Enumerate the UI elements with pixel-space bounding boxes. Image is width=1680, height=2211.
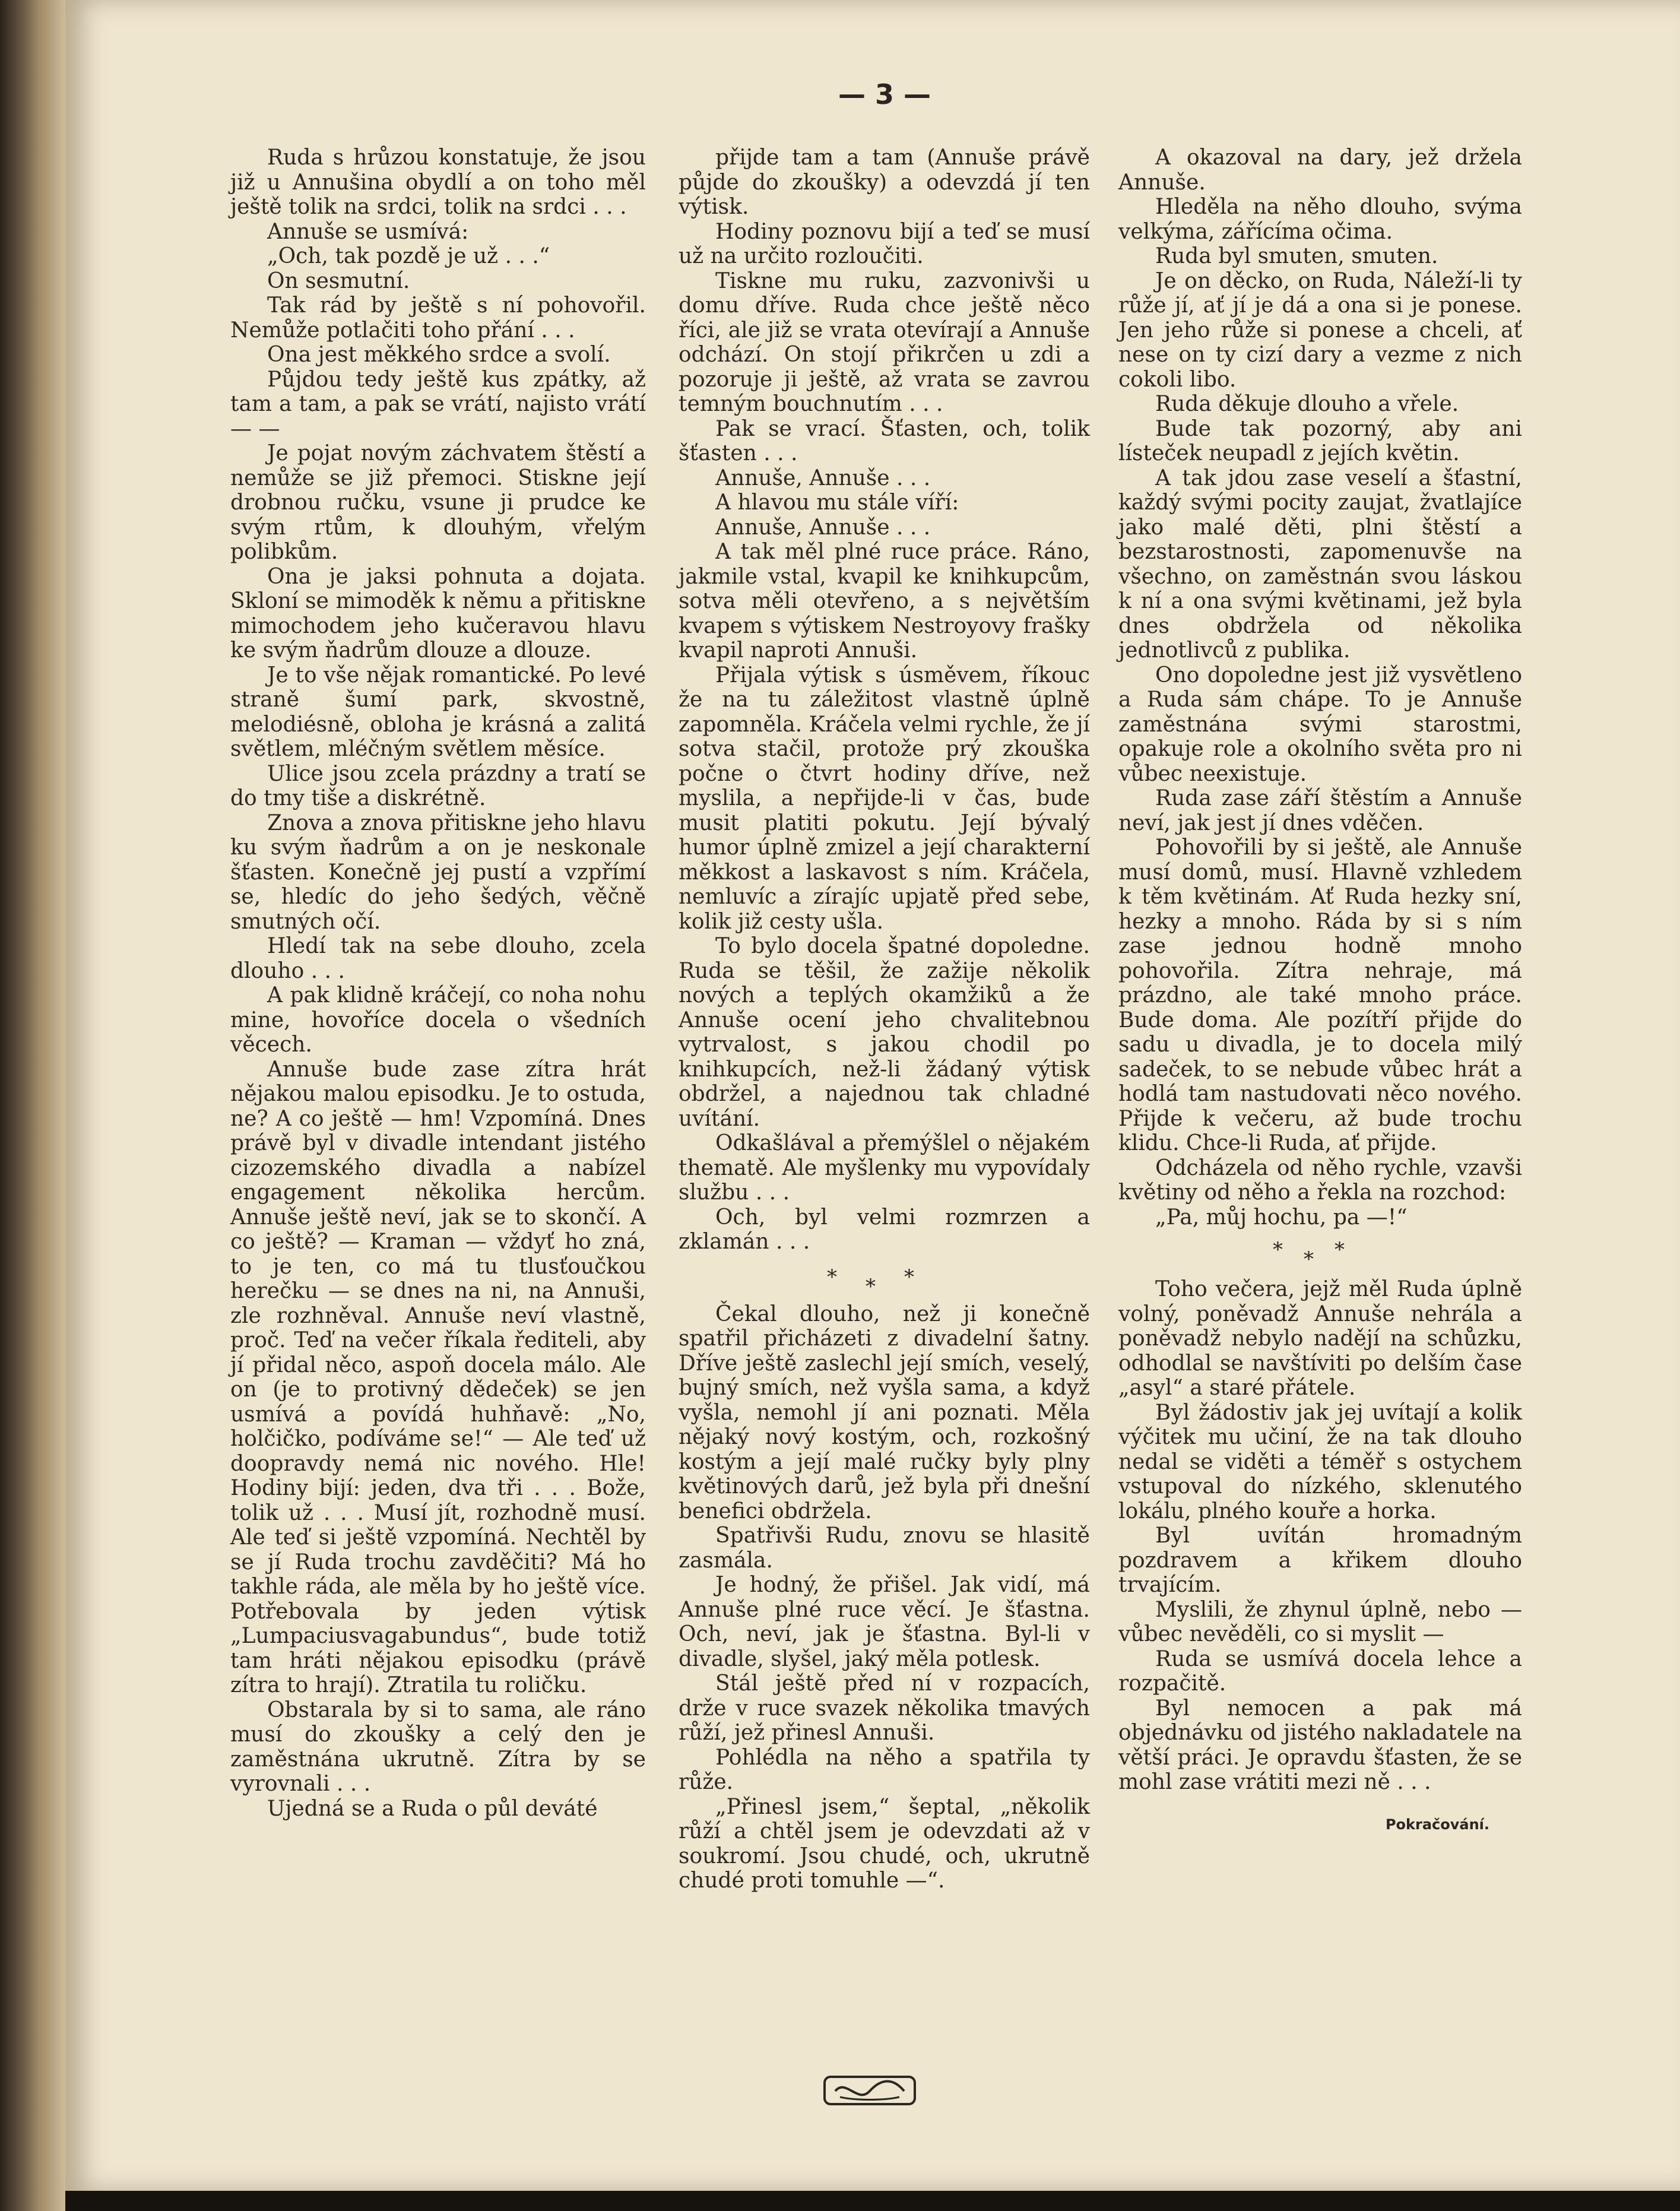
paragraph: Tiskne mu ruku, zazvonivši u domu dříve. Ruda chce ještě něco říci, ale již se vrata otevírají a Annuše odchází. On stojí přikrčen u zdi a pozoruje ji ještě, až vrata se zavrou temným bouchnutím . . . (679, 268, 1090, 416)
paragraph: A tak měl plné ruce práce. Ráno, jakmile vstal, kvapil ke knihkupcům, sotva měli otevřeno, a s největším kvapem s výtiskem Nestroyovy frašky kvapil naproti Annuši. (679, 540, 1090, 663)
paragraph: Ruda se usmívá docela lehce a rozpačitě. (1118, 1646, 1522, 1696)
section-separator (679, 1255, 1090, 1302)
paragraph: „Přinesl jsem,“ šeptal, „několik růží a chtěl jsem je odevzdati až v soukromí. Jsou chudé, och, ukrutně chudé proti tomuhle —“. (679, 1794, 1090, 1893)
paragraph: Hledí tak na sebe dlouho, zcela dlouho . . . (230, 934, 646, 983)
paragraph: Přijala výtisk s úsměvem, říkouc že na tu záležitost vlastně úplně zapomněla. Kráčela velmi rychle, že jí sotva stačil, protože prý zkouška počne o čtvrt hodiny dříve, než myslila, a nepřijde-li v čas, bude musit platiti pokutu. Její bývalý humor úplně zmizel a její charakterní měkkost a laskavost s ním. Kráčela, nemluvíc a zírajíc upjatě před sebe, kolik již cesty ušla. (679, 663, 1090, 934)
paragraph: Znova a znova přitiskne jeho hlavu ku svým ňadrům a on je neskonale šťasten. Konečně jej pustí a vzpřímí se, hledíc do jeho šedých, věčně smutných očí. (230, 810, 646, 934)
paragraph: „Pa, můj hochu, pa —!“ (1155, 1205, 1408, 1230)
paragraph: On sesmutní. (267, 268, 410, 293)
paragraph: Odcházela od něho rychle, vzavši květiny od něho a řekla na rozchod: (1118, 1155, 1522, 1205)
separator-star: * (866, 1274, 876, 1298)
paragraph: Ona je jaksi pohnuta a dojata. Skloní se mimoděk k němu a přitiskne mimochodem jeho kučeravou hlavu ke svým ňadrům dlouze a dlouze. (230, 564, 646, 663)
paragraph: Je hodný, že přišel. Jak vidí, má Annuše plné ruce věcí. Je šťastna. Och, neví, jak je šťastna. Byl-li v divadle, slyšel, jaký měla potlesk. (679, 1573, 1090, 1671)
paragraph: Ruda zase září štěstím a Annuše neví, jak jest jí dnes vděčen. (1118, 786, 1522, 835)
page-number: — 3 — (838, 78, 931, 110)
paragraph: Pohlédla na něho a spatřila ty růže. (679, 1745, 1090, 1794)
paragraph: Pak se vrací. Šťasten, och, tolik šťasten . . . (679, 416, 1090, 465)
paragraph: Ono dopoledne jest již vysvětleno a Ruda sám chápe. To je Annuše zaměstnána svými starostmi, opakuje role a okolního světa pro ni vůbec neexistuje. (1118, 663, 1522, 786)
paragraph: Odkašlával a přemýšlel o nějakém thematě. Ale myšlenky mu vypovídaly službu . . . (679, 1131, 1090, 1205)
end-ornament-icon (822, 2073, 917, 2109)
paragraph: Annuše bude zase zítra hrát nějakou malou episodku. Je to ostuda, ne? A co ještě — hm! Vzpomíná. Dnes právě byl v divadle intendant jistého cizozemského divadla a nabízel engagement několika hercům. Annuše ještě neví, jak se to skončí. A co ještě? — Kraman — vždyť ho zná, to je ten, co má tu tlusťoučkou herečku — se dnes na ni, na Annuši, zle rozhněval. Annuše neví vlastně, proč. Teď na večer říkala řediteli, aby jí přidal něco, aspoň docela málo. Ale on (je to protivný dědeček) se jen usmívá a povídá huhňavě: „No, holčičko, podíváme se!“ — Ale teď už doopravdy nemá nic nového. Hle! Hodiny bijí: jeden, dva tři . . . Bože, tolik už . . . Musí jít, rozhodně musí. Ale teď si ještě vzpomíná. Nechtěl by se jí Ruda trochu zavděčiti? Má ho takhle ráda, ale měla by ho ještě více. Potřebovala by jeden výtisk „Lumpaciusvagabundus“, bude totiž tam hráti nějakou episodku (právě zítra to hrají). Ztratila tu roličku. (230, 1057, 646, 1697)
paragraph: Ruda děkuje dlouho a vřele. (1155, 392, 1459, 416)
paragraph: To bylo docela špatné dopoledne. Ruda se těšil, že zažije několik nových a teplých okamžiků a že Annuše ocení jeho chvalitebnou vytrvalost, s jakou chodil po knihkupcích, než-li žádaný výtisk obdržel, a najednou tak chladné uvítání. (679, 934, 1090, 1131)
paragraph: Annuše, Annuše . . . (715, 515, 931, 540)
paragraph: Stál ještě před ní v rozpacích, drže v ruce svazek několika tmavých růží, jež přinesl Annuši. (679, 1671, 1090, 1745)
paragraph: Spatřivši Rudu, znovu se hlasitě zasmála. (679, 1523, 1090, 1573)
paragraph: Myslili, že zhynul úplně, nebo — vůbec nevěděli, co si myslit — (1118, 1597, 1522, 1646)
continued-label: Pokračování. (1385, 1816, 1489, 1833)
paragraph: A pak klidně kráčejí, co noha nohu mine, hovoříce docela o všedních věcech. (230, 983, 646, 1057)
book-spine (0, 0, 65, 2211)
paragraph: Je pojat novým záchvatem štěstí a nemůže se již přemoci. Stiskne její drobnou ručku, vsune ji prudce ke svým rtům, k dlouhým, vřelým polibkům. (230, 441, 646, 564)
paragraph: Pohovořili by si ještě, ale Annuše musí domů, musí. Hlavně vzhledem k těm květinám. Ať Ruda hezky sní, hezky a mnoho. Ráda by si s ním zase jednou hodně mnoho pohovořila. Zítra nehraje, má prázdno, ale také mnoho práce. Bude doma. Ale pozítří přijde do sadu u divadla, je to docela milý sadeček, to se nebude vůbec hrát a hodlá tam nastudovati něco nového. Přijde k večeru, až bude trochu klidu. Chce-li Ruda, ať přijde. (1118, 835, 1522, 1155)
paragraph: Je on děcko, on Ruda, Náleží-li ty růže jí, ať jí je dá a ona si je ponese. Jen jeho růže si ponese a chceli, ať nese on ty cizí dary a vezme z nich cokoli libo. (1118, 268, 1522, 392)
paragraph: Annuše, Annuše . . . (715, 465, 931, 490)
paragraph: Bude tak pozorný, aby ani lísteček neupadl z jejích květin. (1118, 416, 1522, 465)
paragraph: Ujedná se a Ruda o půl deváté (267, 1796, 598, 1821)
separator-star: * (1335, 1238, 1345, 1262)
paragraph: Půjdou tedy ještě kus zpátky, až tam a tam, a pak se vrátí, najisto vrátí — — (230, 367, 646, 441)
separator-star: * (1304, 1247, 1314, 1271)
paragraph: Toho večera, jejž měl Ruda úplně volný, poněvadž Annuše nehrála a poněvadž nebylo nadějí na schůzku, odhodlal se navštíviti po delším čase „asyl“ a staré přátele. (1118, 1277, 1522, 1400)
column-2 (679, 145, 1090, 1893)
paragraph: přijde tam a tam (Annuše právě půjde do zkoušky) a odevzdá jí ten výtisk. (679, 145, 1090, 219)
paragraph: A okazoval na dary, jež držela Annuše. (1118, 145, 1522, 195)
paragraph: Byl žádostiv jak jej uvítají a kolik výčitek mu učiní, že na tak dlouho nedal se viděti a téměř s ostychem vstupoval do nízkého, sklenutého lokálu, plného kouře a horka. (1118, 1400, 1522, 1523)
paragraph: Ulice jsou zcela prázdny a tratí se do tmy tiše a diskrétně. (230, 761, 646, 810)
column-1 (230, 145, 646, 1821)
column-3 (1118, 145, 1522, 1837)
paragraph: Ruda byl smuten, smuten. (1155, 244, 1438, 268)
paragraph: Och, byl velmi rozmrzen a zklamán . . . (679, 1205, 1090, 1254)
paragraph: Annuše se usmívá: (267, 219, 469, 244)
paragraph: Byl uvítán hromadným pozdravem a křikem dlouho trvajícím. (1118, 1523, 1522, 1597)
paragraph: Hodiny poznovu bijí a teď se musí už na určito rozloučiti. (679, 219, 1090, 268)
paragraph: A tak jdou zase veselí a šťastní, každý svými pocity zaujat, žvatlajíce jako malé děti, plni štěstí a bezstarostnosti, zapomenuvše na všechno, on zaměstnán svou láskou k ní a ona svými květinami, jež byla dnes obdržela od několika jednotlivců z publika. (1118, 465, 1522, 663)
paragraph: Hleděla na něho dlouho, svýma velkýma, zářícíma očima. (1118, 195, 1522, 244)
separator-star: * (904, 1265, 914, 1289)
paragraph: Je to vše nějak romantické. Po levé straně šumí park, skvostně, melodiésně, obloha je krásná a zalitá světlem, mléčným světlem měsíce. (230, 663, 646, 761)
separator-star: * (827, 1265, 837, 1289)
paragraph: Ona jest měkkého srdce a svolí. (267, 343, 611, 367)
section-separator (1118, 1230, 1522, 1277)
paragraph: A hlavou mu stále víří: (715, 490, 959, 515)
paragraph: Tak rád by ještě s ní pohovořil. Nemůže potlačiti toho přání . . . (230, 293, 646, 343)
paragraph: Byl nemocen a pak má objednávku od jistého nakladatele na větší práci. Je opravdu šťasten, že se mohl zase vrátiti mezi ně . . . (1118, 1696, 1522, 1794)
paragraph: „Och, tak pozdě je už . . .“ (267, 244, 550, 268)
paragraph: Čekal dlouho, než ji konečně spatřil přicházeti z divadelní šatny. Dříve ještě zaslechl její smích, veselý, bujný smích, než vyšla sama, a když vyšla, nemohl jí ani poznati. Měla nějaký nový kostým, och, rozkošný kostým a její malé ručky byly plny květinových darů, jež byla při dnešní benefici obdržela. (679, 1301, 1090, 1523)
paragraph: Ruda s hrůzou konstatuje, že jsou již u Annušina obydlí a on toho měl ještě tolik na srdci, tolik na srdci . . . (230, 145, 646, 219)
paragraph: Obstarala by si to sama, ale ráno musí do zkoušky a celý den je zaměstnána ukrutně. Zítra by se vyrovnali . . . (230, 1697, 646, 1796)
separator-star: * (1273, 1238, 1283, 1262)
